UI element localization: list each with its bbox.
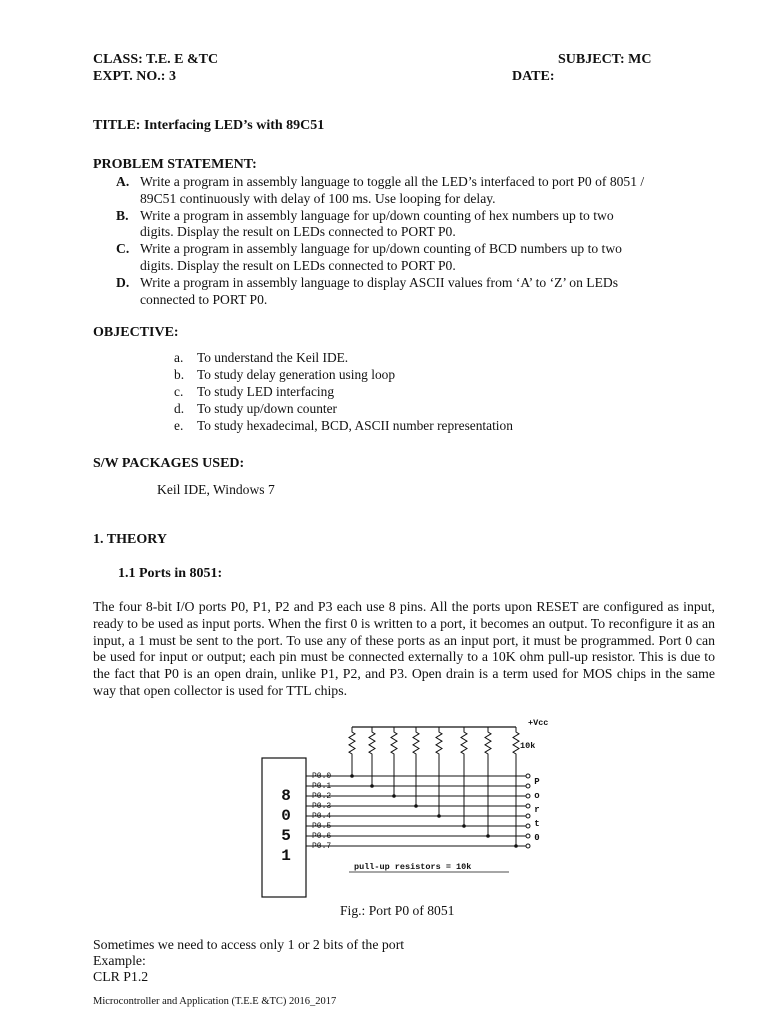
bit-access-text: Sometimes we need to access only 1 or 2 bits of the port	[93, 937, 405, 952]
objective-text: To study up/down counter	[197, 401, 338, 416]
problem-line: Write a program in assembly language for up/down counting of hex numbers up to two	[140, 207, 614, 223]
port-terminal	[526, 774, 530, 778]
junction-dot	[437, 814, 441, 818]
port-terminal	[526, 844, 530, 848]
pin-label: P0.3	[312, 802, 332, 811]
objective-text: To study delay generation using loop	[197, 367, 396, 382]
resistor	[485, 727, 491, 836]
sw-heading: S/W PACKAGES USED:	[93, 456, 245, 471]
port-terminal	[526, 794, 530, 798]
problem-line: Write a program in assembly language to display ASCII values from ‘A’ to ‘Z’ on LEDs	[140, 274, 619, 290]
pin-labels	[312, 772, 331, 851]
figure-caption: Fig.: Port P0 of 8051	[340, 903, 455, 918]
junction-dot	[514, 844, 518, 848]
resistor	[369, 727, 375, 786]
objective-heading: OBJECTIVE:	[93, 325, 179, 340]
objective-text: To study hexadecimal, BCD, ASCII number representation	[197, 418, 513, 433]
problem-line: Write a program in assembly language to toggle all the LED’s interfaced to port P0 of 8051 /	[140, 174, 645, 189]
objective-text: To study LED interfacing	[197, 384, 335, 399]
date-label: DATE:	[512, 69, 555, 84]
page-footer: Microcontroller and Application (T.E.E &TC) 2016_2017	[93, 996, 337, 1007]
port-terminal	[526, 834, 530, 838]
page-title: TITLE: Interfacing LED’s with 89C51	[93, 118, 325, 133]
class-label: CLASS: T.E. E &TC	[93, 52, 219, 67]
pin-label: P0.2	[312, 792, 332, 801]
port-terminal	[526, 804, 530, 808]
chip-label	[281, 787, 291, 865]
problem-line: digits. Display the result on LEDs connected to PORT P0.	[140, 257, 456, 273]
junction-dot	[462, 824, 466, 828]
problem-marker: B.	[116, 207, 129, 223]
chip-digit: 0	[281, 807, 291, 825]
problem-marker: C.	[116, 241, 130, 257]
resistor-value-label: 10k	[520, 741, 536, 751]
subject-label: SUBJECT: MC	[558, 52, 652, 67]
pin-label: P0.7	[312, 842, 332, 851]
experiment-number: EXPT. NO.: 3	[93, 69, 176, 84]
port-p0-diagram	[254, 714, 554, 900]
pin-label: P0.5	[312, 822, 332, 831]
port-terminal	[526, 784, 530, 788]
port-terminal	[526, 814, 530, 818]
problem-list	[116, 174, 730, 308]
objective-marker: d.	[174, 401, 185, 416]
problem-item-a	[116, 174, 730, 208]
theory-paragraph: The four 8-bit I/O ports P0, P1, P2 and P3 each use 8 pins. All the ports upon RESET are configured as input, ready to be used as input ports. When the first 0 is written to a port, it becomes an output. To reconfigure it as an input, a 1 must be sent to the port. To use any of these ports as an input port, it must be programmed. Port 0 can be used for input or output; each pin must be connected externally to a 10K ohm pull-up resistor. This is due to the fact that P0 is an open drain, unlike P1, P2, and P3. Open drain is a term used for MOS chips in the same way that open collector is used for TTL chips.	[93, 599, 715, 698]
problem-line: 89C51 continuously with delay of 100 ms. Use looping for delay.	[140, 190, 496, 206]
port-letter: P	[534, 777, 540, 787]
resistor	[413, 727, 419, 806]
junction-dot	[486, 834, 490, 838]
port-terminal	[526, 824, 530, 828]
pin-label: P0.0	[312, 772, 332, 781]
chip-digit: 1	[281, 847, 291, 865]
sw-packages: Keil IDE, Windows 7	[157, 482, 275, 497]
objective-list	[174, 349, 697, 434]
objective-marker: e.	[174, 418, 184, 433]
problem-line: connected to PORT P0.	[140, 291, 268, 307]
example-label: Example:	[93, 953, 146, 968]
port-letter: r	[534, 805, 540, 815]
junction-dot	[350, 774, 354, 778]
pin-label: P0.1	[312, 782, 332, 791]
port-letter: t	[534, 819, 540, 829]
port-label	[534, 777, 540, 843]
chip-digit: 8	[281, 787, 291, 805]
junction-dot	[370, 784, 374, 788]
problem-item-b	[116, 207, 730, 242]
pin-label: P0.4	[312, 812, 332, 821]
objective-text: To understand the Keil IDE.	[197, 350, 349, 365]
problem-line: digits. Display the result on LEDs connected to PORT P0.	[140, 224, 456, 240]
pin-label: P0.6	[312, 832, 332, 841]
junction-dot	[414, 804, 418, 808]
resistor	[436, 727, 442, 816]
problem-marker: A.	[116, 174, 130, 189]
problem-item-c	[116, 241, 730, 275]
objective-item	[174, 383, 697, 400]
objective-marker: b.	[174, 367, 185, 382]
problem-heading: PROBLEM STATEMENT:	[93, 157, 257, 172]
port-letter: o	[534, 791, 540, 801]
vcc-label: +Vcc	[528, 718, 549, 728]
problem-line: Write a program in assembly language for up/down counting of BCD numbers up to two	[140, 241, 622, 257]
objective-item	[174, 400, 697, 417]
problem-marker: D.	[116, 274, 130, 290]
objective-marker: c.	[174, 384, 184, 399]
objective-item	[174, 349, 697, 366]
objective-marker: a.	[174, 350, 184, 365]
resistor	[349, 727, 355, 776]
pullup-note: pull-up resistors = 10k	[354, 862, 472, 872]
chip-digit: 5	[281, 827, 291, 845]
theory-heading: 1. THEORY	[93, 532, 167, 547]
junction-dot	[392, 794, 396, 798]
port-letter: 0	[534, 833, 540, 843]
theory-subheading: 1.1 Ports in 8051:	[118, 566, 223, 581]
port-lines	[306, 774, 530, 848]
example-code: CLR P1.2	[93, 969, 149, 984]
objective-item	[174, 366, 697, 383]
problem-item-d	[116, 274, 730, 309]
objective-item	[174, 417, 697, 434]
